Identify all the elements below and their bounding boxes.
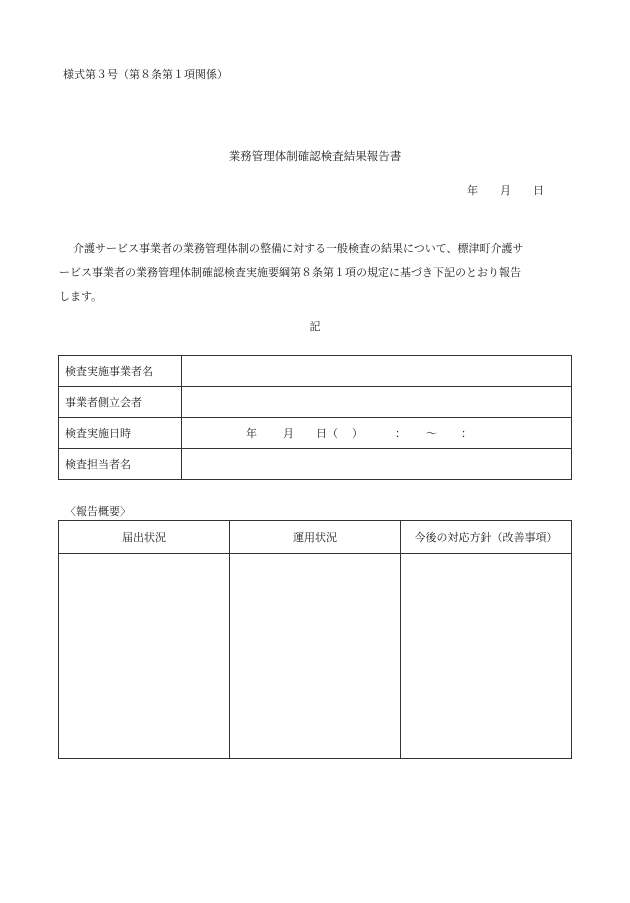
body-line-3: します。 — [59, 290, 103, 303]
datetime-close-paren: ） — [352, 427, 363, 440]
date-line — [467, 182, 544, 198]
date-year: 年 — [467, 184, 478, 197]
body-line-1: 介護サービス事業者の業務管理体制の整備に対する一般検査の結果について、標津町介護サ — [73, 242, 524, 255]
value-inspected-business[interactable] — [182, 356, 572, 387]
body-line-2: ービス事業者の業務管理体制確認検査実施要綱第８条第１項の規定に基づき下記のとおり報告 — [59, 266, 521, 279]
datetime-month: 月 — [283, 427, 294, 440]
datetime-colon-start: ： — [395, 427, 406, 440]
body-paragraph — [59, 237, 575, 309]
ki-heading: 記 — [309, 320, 321, 333]
value-inspection-datetime[interactable] — [182, 418, 572, 449]
cell-operation-status[interactable] — [230, 554, 401, 759]
date-month: 月 — [500, 184, 511, 197]
datetime-tilde: 〜 — [426, 427, 437, 440]
column-header-future-policy: 今後の対応方針（改善事項） — [401, 521, 572, 554]
column-header-operation-status: 運用状況 — [230, 521, 401, 554]
date-day: 日 — [533, 184, 544, 197]
table-row — [59, 356, 572, 387]
column-header-notification-status: 届出状況 — [59, 521, 230, 554]
datetime-day: 日（ — [316, 427, 338, 440]
value-business-attendee[interactable] — [182, 387, 572, 418]
label-inspected-business: 検査実施事業者名 — [59, 356, 182, 387]
value-inspector-name[interactable] — [182, 449, 572, 480]
table-header-row — [59, 521, 572, 554]
label-business-attendee: 事業者側立会者 — [59, 387, 182, 418]
table-row — [59, 449, 572, 480]
datetime-year: 年 — [246, 427, 257, 440]
datetime-colon-end: ： — [461, 427, 472, 440]
label-inspector-name: 検査担当者名 — [59, 449, 182, 480]
inspection-info-table — [58, 355, 572, 480]
cell-notification-status[interactable] — [59, 554, 230, 759]
table-row — [59, 554, 572, 759]
cell-future-policy[interactable] — [401, 554, 572, 759]
document-title: 業務管理体制確認検査結果報告書 — [228, 149, 402, 163]
summary-label: 〈報告概要〉 — [65, 505, 131, 518]
table-row — [59, 418, 572, 449]
table-row — [59, 387, 572, 418]
label-inspection-datetime: 検査実施日時 — [59, 418, 182, 449]
summary-table — [58, 520, 572, 759]
form-number: 様式第３号（第８条第１項関係） — [63, 68, 228, 81]
